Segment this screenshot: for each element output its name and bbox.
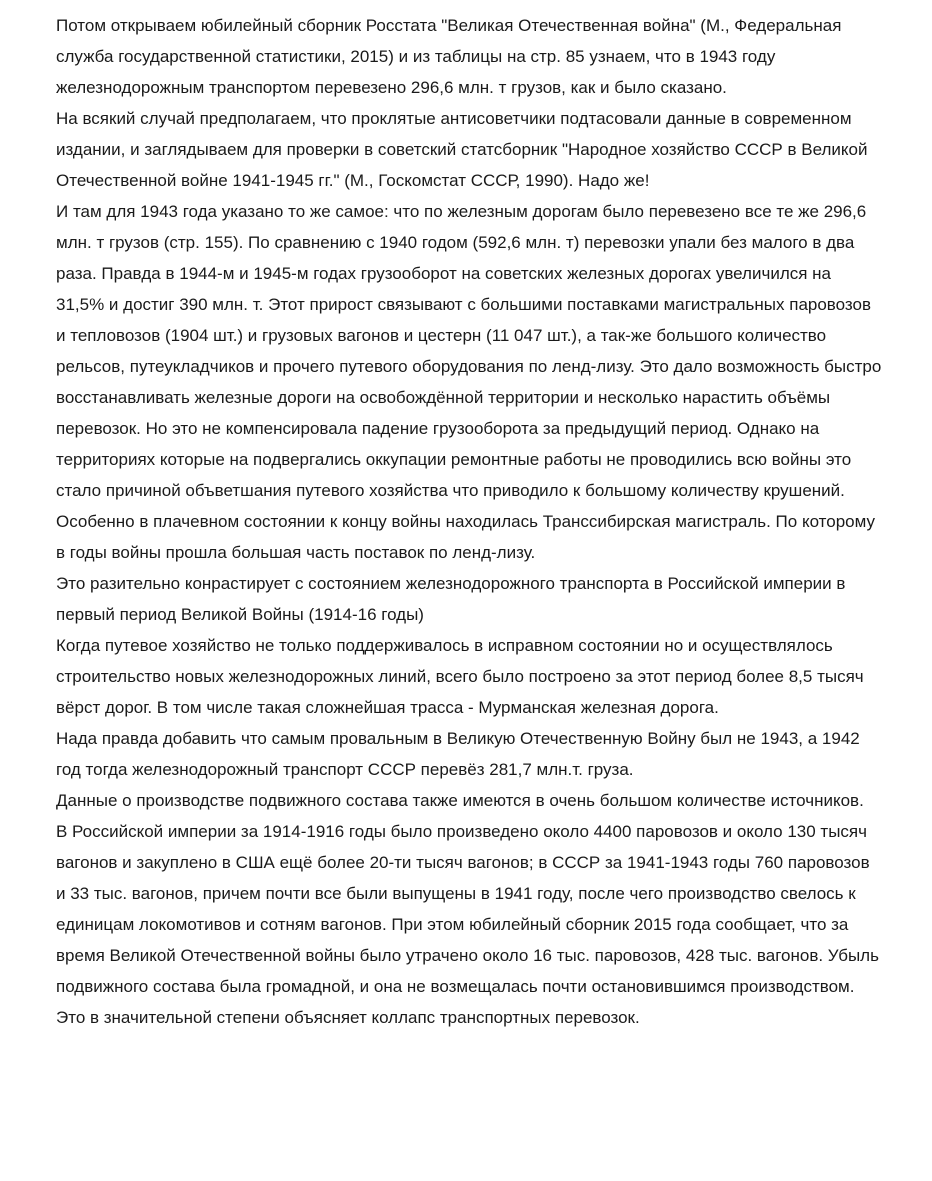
- paragraph-railway-construction: Когда путевое хозяйство не только поддерживалось в исправном состоянии но и осуществлялось строительство новых железнодорожных линий, всего было построено за этот период более 8,5 тысяч вёрст дорог. В том числе такая сложнейшая трасса - Мурманская железная дорога.: [56, 636, 864, 717]
- paragraph-rolling-stock-sources: Данные о производстве подвижного состава также имеются в очень большом количестве источников.: [56, 791, 864, 810]
- paragraph-soviet-statbook: На всякий случай предполагаем, что проклятые антисоветчики подтасовали данные в современном издании, и заглядываем для проверки в советский статсборник "Народное хозяйство СССР в Великой Отечественной войне 1941-1945 гг." (М., Госкомстат СССР, 1990). Надо же!: [56, 109, 868, 190]
- paragraph-production-comparison: В Российской империи за 1914-1916 годы было произведено около 4400 паровозов и около 130 тысяч вагонов и закуплено в США ещё более 20-ти тысяч вагонов; в СССР за 1941-1943 годы 760 паровозов и 33 тыс. вагонов, причем почти все были выпущены в 1941 году, после чего производство свелось к единицам локомотивов и сотням вагонов. При этом юбилейный сборник 2015 года сообщает, что за время Великой Отечественной войны было утрачено около 16 тыс. паровозов, 428 тыс. вагонов. Убыль подвижного состава была громадной, и она не возмещалась почти остановившимся производством. Это в значительной степени объясняет коллапс транспортных перевозок.: [56, 822, 879, 1027]
- paragraph-1942-worst-year: Нада правда добавить что самым провальным в Великую Отечественную Войну был не 1943, а 1942 год тогда железнодорожный транспорт СССР перевёз 281,7 млн.т. груза.: [56, 729, 860, 779]
- paragraph-empire-contrast: Это разительно конрастирует с состоянием железнодорожного транспорта в Российской империи в первый период Великой Войны (1914-16 годы): [56, 574, 846, 624]
- paragraph-rosstat-collection: Потом открываем юбилейный сборник Росстата "Великая Отечественная война" (М., Федеральная служба государственной статистики, 2015) и из таблицы на стр. 85 узнаем, что в 1943 году железнодорожным транспортом перевезено 296,6 млн. т грузов, как и было сказано.: [56, 16, 842, 97]
- paragraph-1943-freight: И там для 1943 года указано то же самое: что по железным дорогам было перевезено все те же 296,6 млн. т грузов (стр. 155). По сравнению с 1940 годом (592,6 млн. т) перевозки упали без малого в два раза. Правда в 1944-м и 1945-м годах грузооборот на советских железных дорогах увеличился на 31,5% и достиг 390 млн. т. Этот прирост связывают с большими поставками магистральных паровозов и тепловозов (1904 шт.) и грузовых вагонов и цестерн (11 047 шт.), а так-же большого количество рельсов, путеукладчиков и прочего путевого оборудования по ленд-лизу. Это дало возможность быстро восстанавливать железные дороги на освобождённой территории и несколько нарастить объёмы перевозок. Но это не компенсировала падение грузооборота за предыдущий период. Однако на территориях которые на подвергались оккупации ремонтные работы не проводились всю войны это стало причиной объветшания путевого хозяйства что приводило к большому количеству крушений. Особенно в плачевном состоянии к концу войны находилась Транссибирская магистраль. По которому в годы войны прошла большая часть поставок по ленд-лизу.: [56, 202, 882, 562]
